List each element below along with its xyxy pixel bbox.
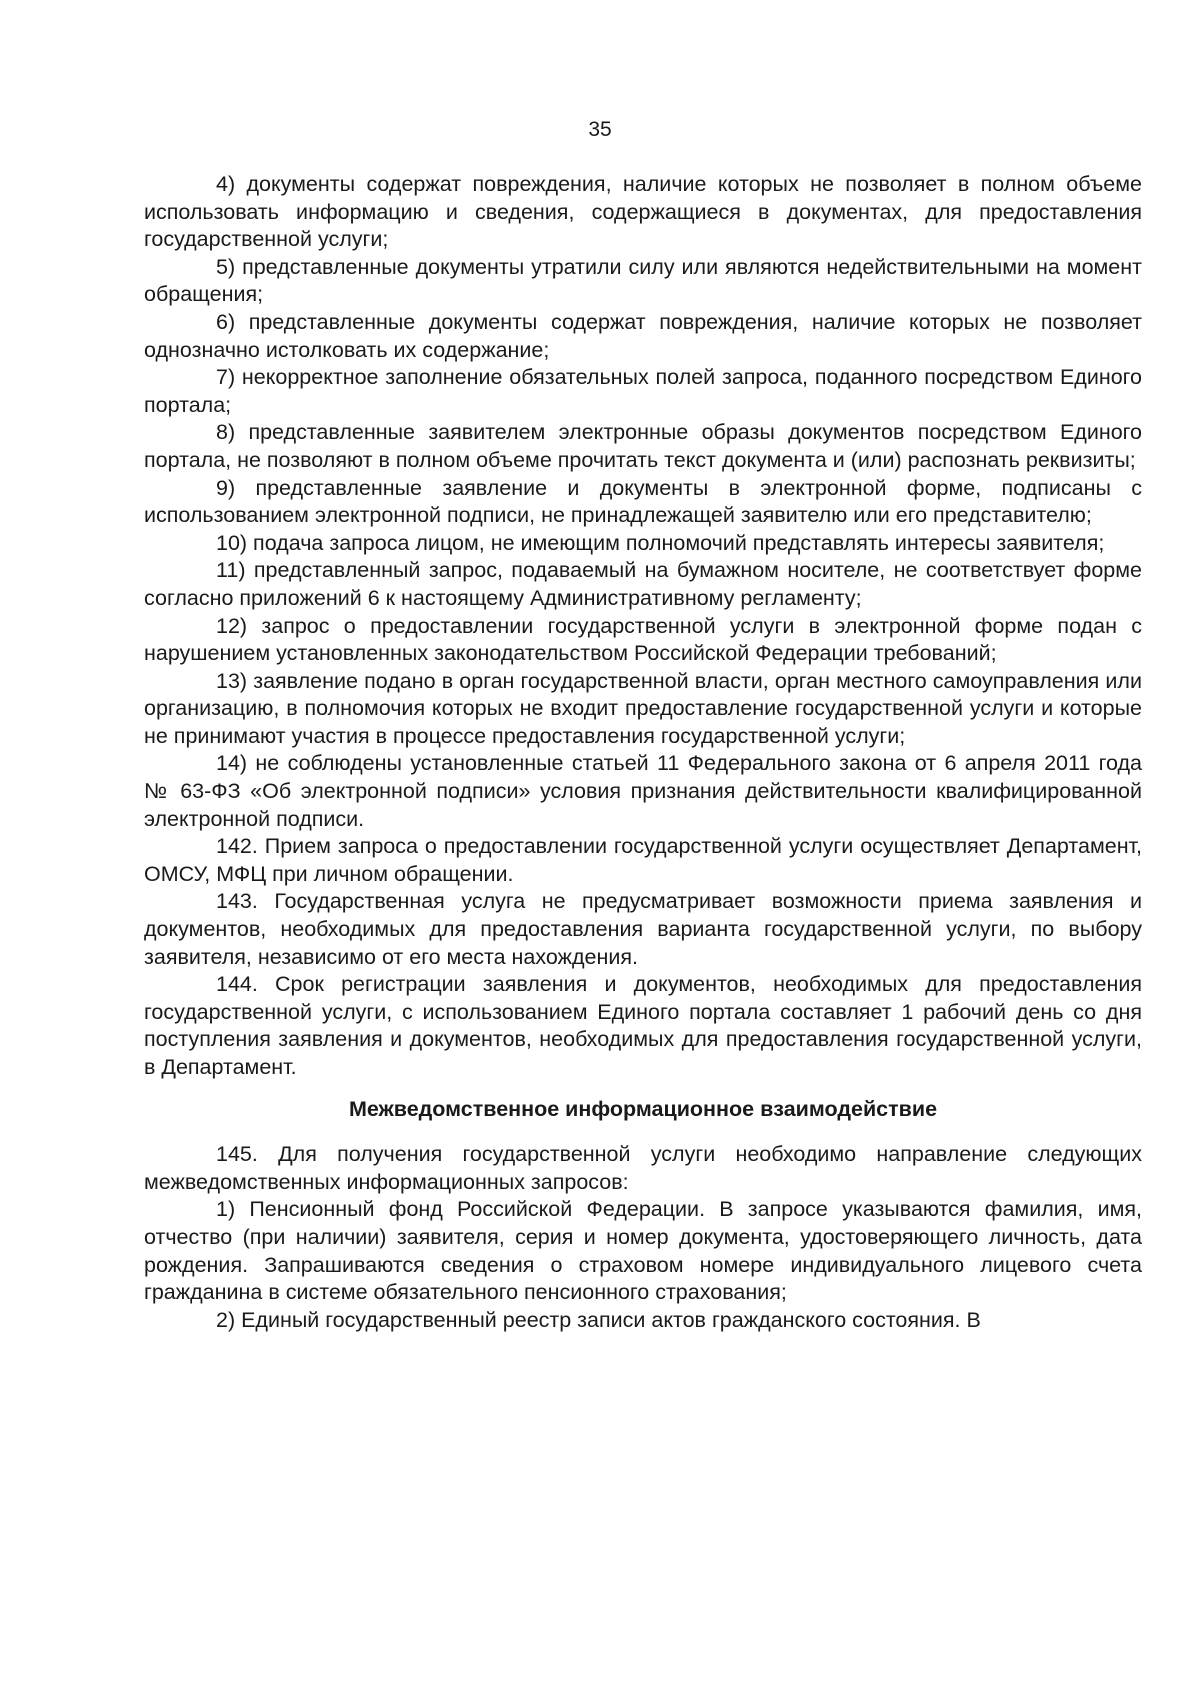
document-body bbox=[144, 171, 1142, 1334]
paragraph: 10) подача запроса лицом, не имеющим полномочий представлять интересы заявителя; bbox=[216, 530, 1105, 555]
paragraph: 9) представленные заявление и документы в электронной форме, подписаны с использованием электронной подписи, не принадлежащей заявителю или его представителю; bbox=[144, 475, 1142, 528]
paragraph: 1) Пенсионный фонд Российской Федерации. В запросе указываются фамилия, имя, отчество (при наличии) заявителя, серия и номер документа, удостоверяющего личность, дата рождения. Запрашиваются сведения о страховом номере индивидуального лицевого счета гражданина в системе обязательного пенсионного страхования; bbox=[144, 1197, 1142, 1305]
paragraph: 5) представленные документы утратили силу или являются недействительными на момент обращения; bbox=[144, 254, 1142, 307]
paragraph: 14) не соблюдены установленные статьей 11 Федерального закона от 6 апреля 2011 года № 63-ФЗ «Об электронной подписи» условия признания действительности квалифицированной электронной подписи. bbox=[144, 751, 1142, 831]
paragraph: 142. Прием запроса о предоставлении государственной услуги осуществляет Департамент, ОМСУ, МФЦ при личном обращении. bbox=[144, 834, 1142, 886]
page-number: 35 bbox=[588, 118, 612, 141]
paragraph: 144. Срок регистрации заявления и документов, необходимых для предоставления государственной услуги, с использованием Единого портала составляет 1 рабочий день со дня поступления заявления и документов, необходимых для предоставления государственной услуги, в Департамент. bbox=[144, 972, 1142, 1079]
paragraph: 12) запрос о предоставлении государственной услуги в электронной форме подан с нарушением установленных законодательством Российской Федерации требований; bbox=[144, 613, 1142, 666]
paragraph: 13) заявление подано в орган государственной власти, орган местного самоуправления или организацию, в полномочия которых не входит предоставление государственной услуги и которые не принимают участия в процессе предоставления государственной услуги; bbox=[144, 668, 1142, 748]
section-heading: Межведомственное информационное взаимодействие bbox=[348, 1096, 938, 1121]
paragraph: 11) представленный запрос, подаваемый на бумажном носителе, не соответствует форме согласно приложений 6 к настоящему Административному регламенту; bbox=[144, 558, 1142, 610]
paragraph: 2) Единый государственный реестр записи актов гражданского состояния. В bbox=[216, 1307, 981, 1332]
paragraph: 143. Государственная услуга не предусматривает возможности приема заявления и документов, необходимых для предоставления варианта государственной услуги, по выбору заявителя, независимо от его места нахождения. bbox=[144, 889, 1142, 969]
paragraph: 4) документы содержат повреждения, наличие которых не позволяет в полном объеме использовать информацию и сведения, содержащиеся в документах, для предоставления государственной услуги; bbox=[144, 172, 1142, 252]
paragraph: 145. Для получения государственной услуги необходимо направление следующих межведомственных информационных запросов: bbox=[144, 1142, 1142, 1194]
paragraph: 7) некорректное заполнение обязательных полей запроса, поданного посредством Единого портала; bbox=[144, 365, 1142, 417]
paragraph: 8) представленные заявителем электронные образы документов посредством Единого портала, не позволяют в полном объеме прочитать текст документа и (или) распознать реквизиты; bbox=[144, 420, 1142, 472]
paragraph: 6) представленные документы содержат повреждения, наличие которых не позволяет однозначно истолковать их содержание; bbox=[144, 309, 1142, 362]
